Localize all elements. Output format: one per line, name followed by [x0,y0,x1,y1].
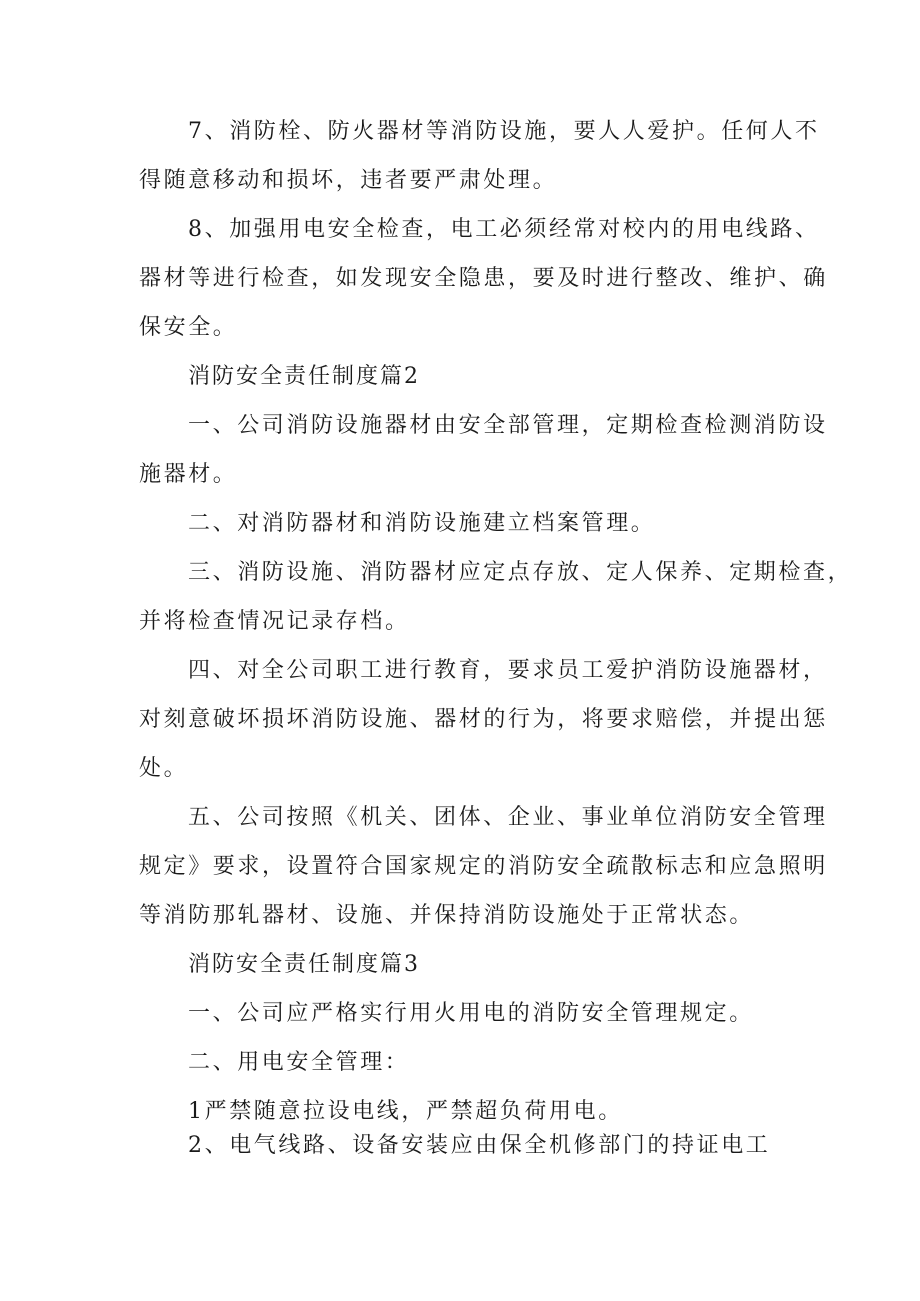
paragraph-line: 三、消防设施、消防器材应定点存放、定人保养、定期检查， [188,560,853,585]
paragraph-line: 二、对消防器材和消防设施建立档案管理。 [188,511,656,536]
paragraph-line: 1严禁随意拉设电线，严禁超负荷用电。 [188,1099,623,1124]
section-heading: 消防安全责任制度篇2 [188,364,420,389]
paragraph-line: 等消防那轧器材、设施、并保持消防设施处于正常状态。 [139,903,755,928]
paragraph-line: 施器材。 [139,462,238,487]
paragraph-line: 7、消防栓、防火器材等消防设施，要人人爱护。任何人不 [188,119,820,144]
paragraph-line: 得随意移动和损坏，违者要严肃处理。 [139,168,558,193]
paragraph-line: 一、公司应严格实行用火用电的消防安全管理规定。 [188,1001,754,1026]
paragraph-line: 保安全。 [139,315,238,340]
paragraph-line: 一、公司消防设施器材由安全部管理，定期检查检测消防设 [188,413,828,438]
section-heading: 消防安全责任制度篇3 [188,952,420,977]
paragraph-line: 四、对全公司职工进行教育，要求员工爱护消防设施器材， [188,658,828,683]
paragraph-line: 器材等进行检查，如发现安全隐患，要及时进行整改、维护、确 [139,266,828,291]
paragraph-line: 2、电气线路、设备安装应由保全机修部门的持证电工 [188,1133,771,1158]
paragraph-line: 规定》要求，设置符合国家规定的消防安全疏散标志和应急照明 [139,854,828,879]
paragraph-line: 处。 [139,756,189,781]
paragraph-line: 8、加强用电安全检查，电工必须经常对校内的用电线路、 [188,217,820,242]
paragraph-line: 并将检查情况记录存档。 [139,609,410,634]
paragraph-line: 对刻意破坏损坏消防设施、器材的行为，将要求赔偿，并提出惩 [139,707,828,732]
paragraph-line: 五、公司按照《机关、团体、企业、事业单位消防安全管理 [188,805,828,830]
paragraph-line: 二、用电安全管理： [188,1050,410,1075]
